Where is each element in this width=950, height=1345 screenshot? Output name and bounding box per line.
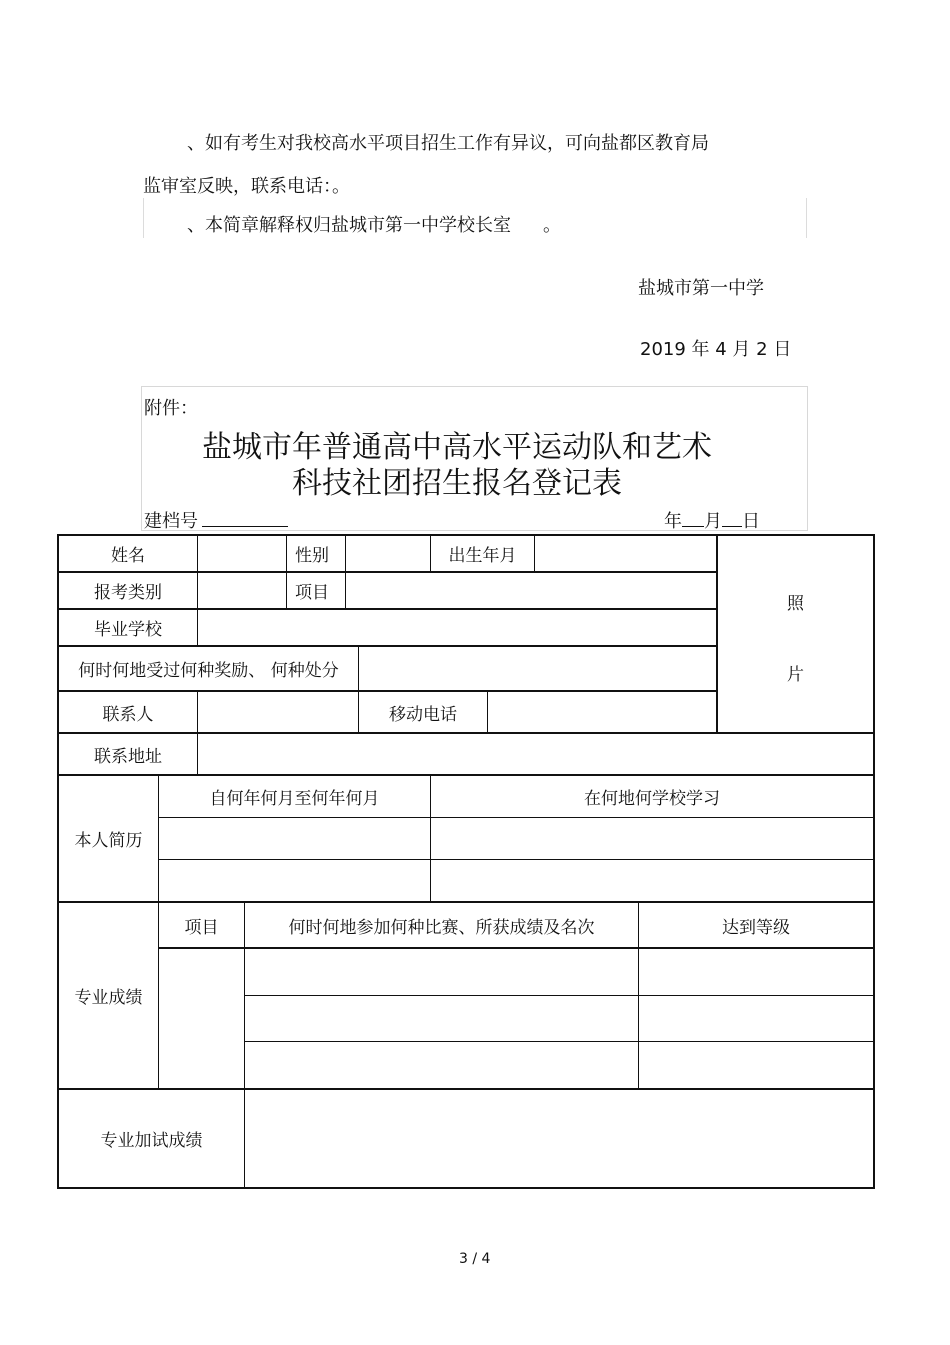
signature-date: 2019 年 4 月 2 日 xyxy=(640,339,792,360)
field-spec-competition-1[interactable] xyxy=(245,949,638,995)
label-awards: 何时何地受过何种奖励、 何种处分 xyxy=(78,661,339,681)
field-extra-exam[interactable] xyxy=(245,1090,873,1187)
label-gender: 性别 xyxy=(295,546,329,566)
photo-box[interactable] xyxy=(718,536,873,732)
file-number-label: 建档号 xyxy=(144,511,198,532)
photo-label-2: 片 xyxy=(787,664,804,685)
field-awards[interactable] xyxy=(359,647,716,690)
field-category[interactable] xyxy=(198,573,286,608)
label-resume: 本人简历 xyxy=(74,831,143,851)
file-number xyxy=(144,507,288,533)
label-birth: 出生年月 xyxy=(448,546,517,566)
label-name: 姓名 xyxy=(111,546,145,566)
file-number-blank xyxy=(202,512,288,527)
note-item-1-line-2: 监审室反映，联系电话：。 xyxy=(143,176,350,197)
label-contact: 联系人 xyxy=(102,704,154,725)
label-specialty: 专业成绩 xyxy=(74,988,143,1008)
form-date-month-blank xyxy=(682,512,704,527)
header-resume-where: 在何地何学校学习 xyxy=(584,789,720,809)
field-resume-where-2[interactable] xyxy=(431,860,873,901)
photo-label-1: 照 xyxy=(787,593,804,614)
form-date-year: 年 xyxy=(664,511,682,532)
field-contact[interactable] xyxy=(198,692,358,732)
label-category: 报考类别 xyxy=(94,583,162,603)
form-title-line-1: 盐城市年普通高中高水平运动队和艺术 xyxy=(202,430,712,465)
field-spec-level-2[interactable] xyxy=(639,996,873,1041)
field-gender[interactable] xyxy=(346,536,430,571)
header-resume-period: 自何年何月至何年何月 xyxy=(209,789,380,809)
attachment-label: 附件： xyxy=(144,398,198,419)
form-date-month: 月 xyxy=(704,511,722,532)
header-spec-project: 项目 xyxy=(184,917,219,938)
field-project[interactable] xyxy=(346,573,716,608)
form-date xyxy=(664,507,760,533)
header-spec-competition: 何时何地参加何种比赛、所获成绩及名次 xyxy=(288,917,595,938)
label-graduate-school: 毕业学校 xyxy=(94,620,162,640)
form-date-day: 日 xyxy=(742,511,760,532)
field-spec-competition-3[interactable] xyxy=(245,1042,638,1088)
form-title-line-2: 科技社团招生报名登记表 xyxy=(292,466,622,501)
note-item-1-line-1: 、如有考生对我校高水平项目招生工作有异议，可向盐都区教育局 xyxy=(187,133,709,154)
field-spec-level-3[interactable] xyxy=(639,1042,873,1088)
page-number: 3 / 4 xyxy=(459,1251,491,1267)
label-mobile: 移动电话 xyxy=(389,704,457,725)
label-address: 联系地址 xyxy=(94,746,162,767)
field-mobile[interactable] xyxy=(488,692,716,732)
field-address[interactable] xyxy=(198,734,873,774)
field-spec-level-1[interactable] xyxy=(639,949,873,995)
scan-edge-right xyxy=(806,198,807,238)
label-extra-exam: 专业加试成绩 xyxy=(100,1131,203,1151)
signature-school: 盐城市第一中学 xyxy=(638,278,764,299)
scan-edge-left xyxy=(143,198,144,238)
field-resume-period-2[interactable] xyxy=(159,860,430,901)
field-spec-project[interactable] xyxy=(159,949,244,1088)
note-item-2-text: 、本简章解释权归盐城市第一中学校长室 xyxy=(187,215,511,236)
form-date-day-blank xyxy=(722,512,742,527)
field-resume-period-1[interactable] xyxy=(159,818,430,859)
field-resume-where-1[interactable] xyxy=(431,818,873,859)
label-project: 项目 xyxy=(295,583,329,603)
field-name[interactable] xyxy=(198,536,286,571)
field-spec-competition-2[interactable] xyxy=(245,996,638,1041)
field-graduate-school[interactable] xyxy=(198,610,716,645)
note-item-2-end: 。 xyxy=(543,215,561,236)
note-item-2 xyxy=(187,211,561,237)
field-birth[interactable] xyxy=(535,536,716,571)
header-spec-level: 达到等级 xyxy=(722,917,790,938)
